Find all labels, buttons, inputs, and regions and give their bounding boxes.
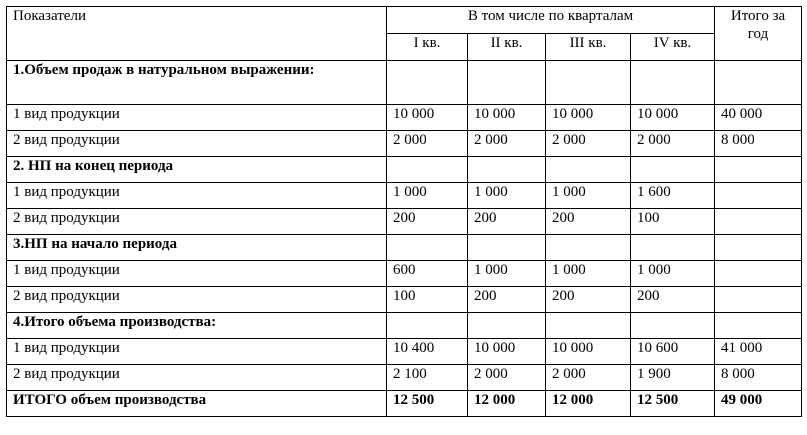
cell-year-total: 8 000 — [715, 365, 802, 391]
cell-quarter-4: 1 900 — [631, 365, 715, 391]
table-row — [7, 131, 802, 157]
cell-quarter-2: 2 000 — [468, 365, 546, 391]
section-row — [7, 313, 802, 339]
cell-quarter-4: 10 000 — [631, 105, 715, 131]
cell-quarter-2 — [468, 313, 546, 339]
cell-year-total: 8 000 — [715, 131, 802, 157]
header-indicators: Показатели — [7, 7, 387, 61]
cell-quarter-3: 10 000 — [546, 339, 631, 365]
table-row — [7, 183, 802, 209]
row-label: 2 вид продукции — [7, 287, 387, 313]
cell-quarter-1 — [387, 157, 468, 183]
cell-quarter-2: 200 — [468, 209, 546, 235]
cell-quarter-1: 600 — [387, 261, 468, 287]
cell-quarter-1: 200 — [387, 209, 468, 235]
cell-quarter-4: 10 600 — [631, 339, 715, 365]
section-label: 2. НП на конец периода — [7, 157, 387, 183]
cell-year-total — [715, 313, 802, 339]
section-label: 1.Объем продаж в натуральном выражении: — [7, 61, 387, 105]
cell-quarter-4: 200 — [631, 287, 715, 313]
cell-quarter-3 — [546, 235, 631, 261]
table-row — [7, 287, 802, 313]
cell-quarter-3: 1 000 — [546, 261, 631, 287]
cell-quarter-2: 12 000 — [468, 391, 546, 417]
header-quarter-1: I кв. — [387, 34, 468, 61]
header-quarters-group: В том числе по кварталам — [387, 7, 715, 34]
cell-quarter-3: 2 000 — [546, 365, 631, 391]
table-row — [7, 261, 802, 287]
cell-quarter-1 — [387, 235, 468, 261]
cell-quarter-1: 10 400 — [387, 339, 468, 365]
cell-quarter-3: 10 000 — [546, 105, 631, 131]
cell-year-total — [715, 157, 802, 183]
cell-quarter-3: 12 000 — [546, 391, 631, 417]
cell-quarter-2: 1 000 — [468, 261, 546, 287]
document-page — [6, 6, 802, 417]
cell-quarter-4: 100 — [631, 209, 715, 235]
section-row — [7, 235, 802, 261]
cell-quarter-2: 1 000 — [468, 183, 546, 209]
cell-quarter-4 — [631, 157, 715, 183]
production-volume-table — [6, 6, 802, 417]
cell-quarter-2: 2 000 — [468, 131, 546, 157]
cell-quarter-1: 12 500 — [387, 391, 468, 417]
header-quarter-4: IV кв. — [631, 34, 715, 61]
cell-quarter-4: 1 600 — [631, 183, 715, 209]
row-label: ИТОГО объем производства — [7, 391, 387, 417]
cell-quarter-2 — [468, 61, 546, 105]
cell-year-total — [715, 235, 802, 261]
cell-quarter-4 — [631, 235, 715, 261]
cell-quarter-3 — [546, 157, 631, 183]
cell-quarter-2 — [468, 235, 546, 261]
cell-quarter-1: 1 000 — [387, 183, 468, 209]
section-row — [7, 157, 802, 183]
cell-quarter-4: 1 000 — [631, 261, 715, 287]
table-row — [7, 365, 802, 391]
row-label: 1 вид продукции — [7, 183, 387, 209]
cell-quarter-1: 100 — [387, 287, 468, 313]
table-row — [7, 209, 802, 235]
cell-year-total: 49 000 — [715, 391, 802, 417]
table-row — [7, 339, 802, 365]
row-label: 1 вид продукции — [7, 261, 387, 287]
row-label: 1 вид продукции — [7, 339, 387, 365]
cell-quarter-1: 2 100 — [387, 365, 468, 391]
cell-quarter-2: 10 000 — [468, 339, 546, 365]
total-row — [7, 391, 802, 417]
cell-quarter-3: 1 000 — [546, 183, 631, 209]
cell-quarter-2 — [468, 157, 546, 183]
cell-quarter-3: 200 — [546, 287, 631, 313]
header-row-1 — [7, 7, 802, 34]
header-year-total: Итого за год — [715, 7, 802, 61]
cell-quarter-1: 10 000 — [387, 105, 468, 131]
row-label: 2 вид продукции — [7, 365, 387, 391]
row-label: 1 вид продукции — [7, 105, 387, 131]
cell-quarter-3 — [546, 61, 631, 105]
section-label: 4.Итого объема производства: — [7, 313, 387, 339]
header-quarter-2: II кв. — [468, 34, 546, 61]
cell-quarter-3 — [546, 313, 631, 339]
cell-quarter-3: 200 — [546, 209, 631, 235]
section-row — [7, 61, 802, 105]
cell-quarter-2: 10 000 — [468, 105, 546, 131]
cell-quarter-4 — [631, 61, 715, 105]
row-label: 2 вид продукции — [7, 209, 387, 235]
cell-year-total — [715, 209, 802, 235]
cell-year-total — [715, 61, 802, 105]
cell-year-total — [715, 287, 802, 313]
table-row — [7, 105, 802, 131]
cell-year-total — [715, 261, 802, 287]
cell-quarter-4 — [631, 313, 715, 339]
cell-quarter-4: 12 500 — [631, 391, 715, 417]
cell-quarter-1: 2 000 — [387, 131, 468, 157]
cell-year-total — [715, 183, 802, 209]
cell-quarter-4: 2 000 — [631, 131, 715, 157]
section-label: 3.НП на начало периода — [7, 235, 387, 261]
cell-quarter-1 — [387, 61, 468, 105]
cell-year-total: 41 000 — [715, 339, 802, 365]
row-label: 2 вид продукции — [7, 131, 387, 157]
table-body — [7, 61, 802, 417]
header-quarter-3: III кв. — [546, 34, 631, 61]
cell-quarter-1 — [387, 313, 468, 339]
cell-quarter-2: 200 — [468, 287, 546, 313]
cell-year-total: 40 000 — [715, 105, 802, 131]
cell-quarter-3: 2 000 — [546, 131, 631, 157]
